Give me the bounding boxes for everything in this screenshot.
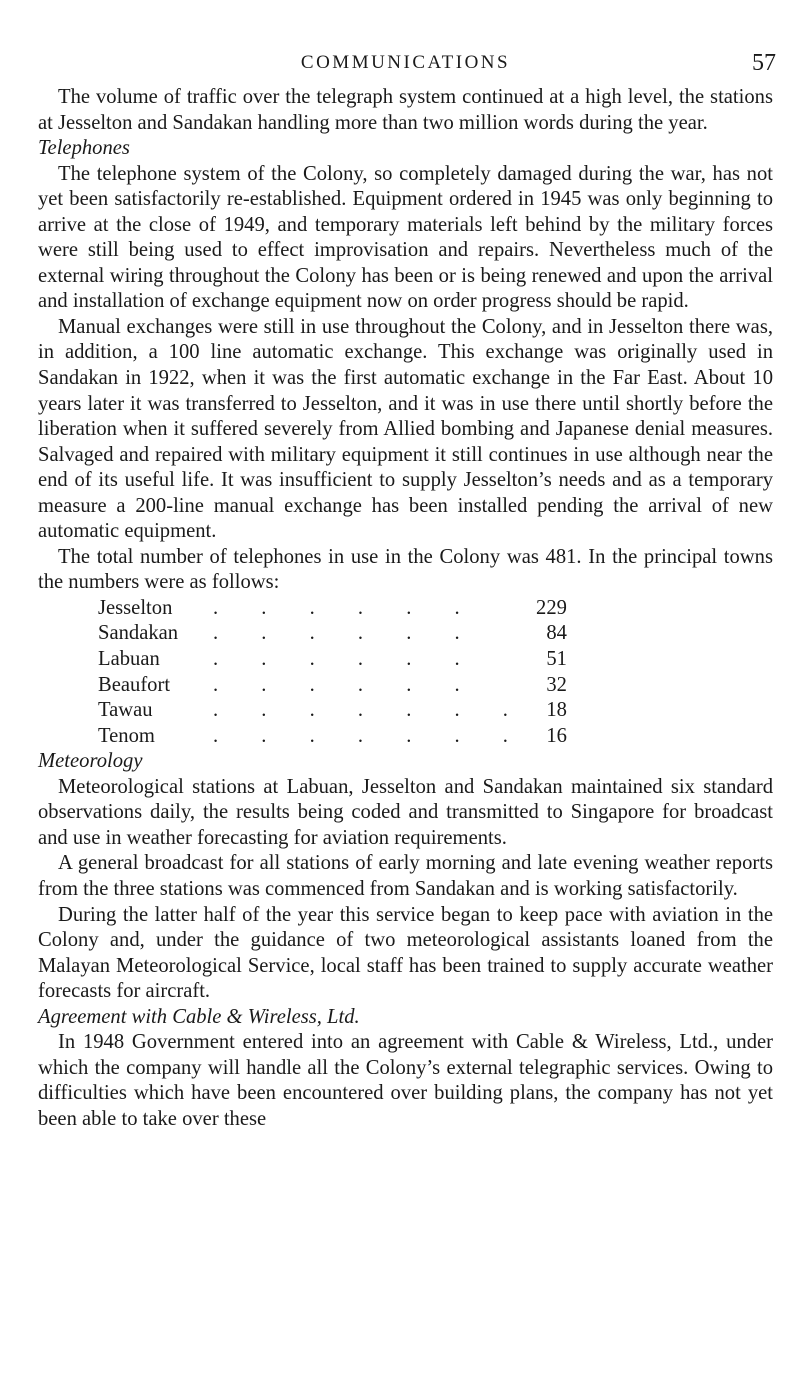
paragraph-telegraph-traffic: The volume of traffic over the telegraph system continued at a high level, the stations at Jesselton and Sandakan handling more than two million words during the year.: [38, 86, 773, 134]
paragraph-telephone-total: The total number of telephones in use in the Colony was 481. In the principal towns the numbers were as follows:: [38, 545, 773, 594]
paragraph-general-broadcast: A general broadcast for all stations of early morning and late evening weather reports from the three stations was commenced from Sandakan and is working satisfactorily.: [38, 852, 773, 900]
paragraph-cable-wireless: In 1948 Government entered into an agreement with Cable & Wireless, Ltd., under which the company will handle all the Colony’s external telegraphic services. Owing to difficulties which have been encountered over building plans, the company has not yet been able to take over these: [38, 1031, 773, 1130]
telephone-count: 18: [546, 699, 567, 722]
table-row: [98, 673, 567, 699]
leader-dots: . . . . . .: [213, 673, 479, 696]
town-name: Tenom: [98, 724, 155, 747]
table-row: [98, 647, 567, 673]
table-row: [98, 621, 567, 647]
town-name: Beaufort: [98, 673, 171, 696]
heading-cable-wireless-agreement: Agreement with Cable & Wireless, Ltd.: [38, 1005, 360, 1028]
telephone-count: 16: [546, 724, 567, 747]
paragraph-aviation-service: During the latter half of the year this service began to keep pace with aviation in the Colony and, under the guidance of two meteorological assistants loaned from the Malayan Meteorological Service, local staff has been trained to supply accurate weather forecasts for aircraft.: [38, 903, 773, 1003]
town-name: Tawau: [98, 699, 153, 722]
town-name: Jesselton: [98, 596, 173, 619]
running-head: [38, 50, 776, 80]
leader-dots: . . . . . .: [213, 622, 479, 645]
telephone-count-table: [98, 596, 567, 749]
heading-meteorology: Meteorology: [38, 750, 143, 773]
table-row: [98, 724, 567, 750]
town-name: Sandakan: [98, 622, 179, 645]
paragraph-manual-exchanges: Manual exchanges were still in use throughout the Colony, and in Jesselton there was, in addition, a 100 line automatic exchange. This exchange was originally used in Sandakan in 1922, when it was the first automatic exchange in the Far East. About 10 years later it was transferred to Jesselton, and it was in use there until shortly before the liberation when it suffered severely from Allied bombing and Japanese denial measures. Salvaged and repaired with military equipment it still continues in use although near the end of its useful life. It was insufficient to supply Jesselton’s needs and as a temporary measure a 200-line manual exchange has been installed pending the arrival of new automatic equipment.: [38, 315, 773, 543]
running-title: COMMUNICATIONS: [300, 52, 511, 73]
leader-dots: . . . . . . .: [213, 724, 527, 747]
heading-telephones: Telephones: [38, 137, 130, 160]
table-row: [98, 596, 567, 622]
table-row: [98, 698, 567, 724]
paragraph-meteorological-stations: Meteorological stations at Labuan, Jesselton and Sandakan maintained six standard observations daily, the results being coded and transmitted to Singapore for broadcast and use in weather forecasting for aviation requirements.: [38, 775, 773, 849]
telephone-count: 51: [546, 648, 567, 671]
telephone-count: 229: [536, 596, 567, 619]
town-name: Labuan: [98, 648, 160, 671]
body-text: [38, 85, 773, 1132]
leader-dots: . . . . . .: [213, 648, 479, 671]
paragraph-telephone-system: The telephone system of the Colony, so completely damaged during the war, has not yet been satisfactorily re-established. Equipment ordered in 1945 was only beginning to arrive at the close of 1949, and temporary materials left behind by the military forces were still being used to effect improvisation and repairs. Nevertheless much of the external wiring throughout the Colony has been or is being renewed and upon the arrival and installation of exchange equipment now on order progress should be rapid.: [38, 162, 773, 313]
page-number: 57: [752, 50, 776, 76]
leader-dots: . . . . . . .: [213, 699, 527, 722]
telephone-count: 32: [546, 673, 567, 696]
leader-dots: . . . . . .: [213, 596, 479, 619]
document-page: [38, 50, 776, 1132]
telephone-count: 84: [546, 622, 567, 645]
